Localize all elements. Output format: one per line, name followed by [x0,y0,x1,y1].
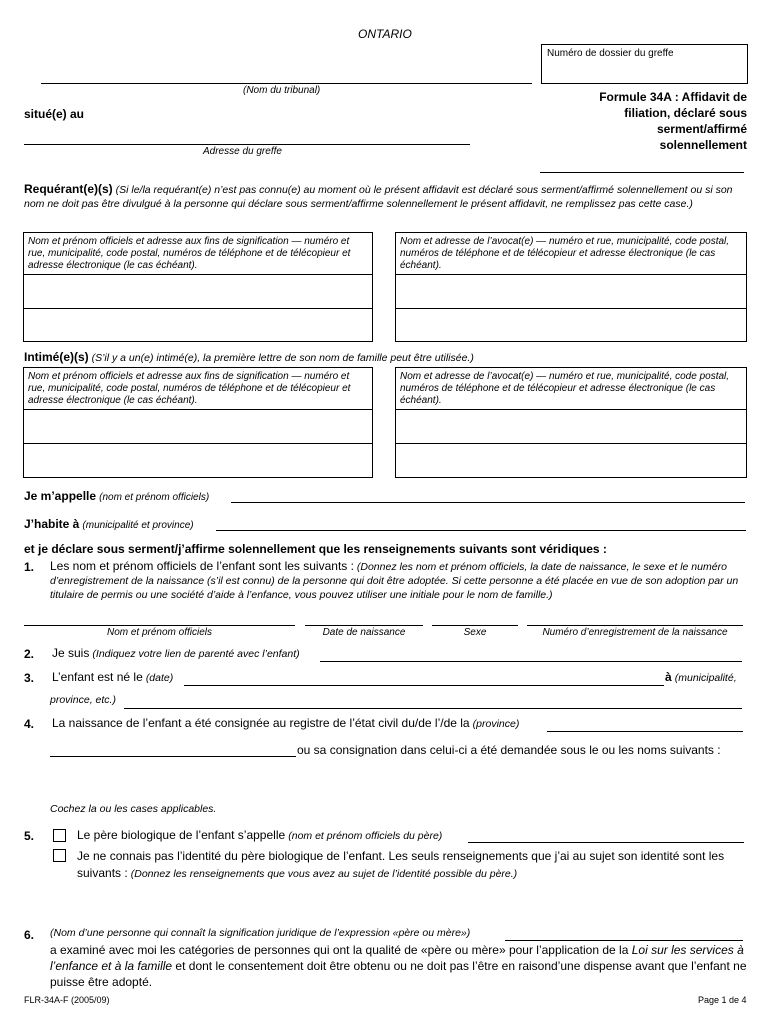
oath-statement: et je déclare sous serment/j’affirme solennellement que les renseignements suivants sont véridiques : [24,542,607,556]
deponent-name-hint: (nom et prénom officiels) [99,492,210,503]
applicant-lawyer-cell-2[interactable] [395,308,747,342]
item-6-hint: (Nom d’une personne qui connaît la signification juridique de l’expression «père ou mère») [50,927,471,939]
child-sex-line[interactable] [432,625,518,626]
respondents-heading: Intimé(e)(s) [24,350,89,364]
birth-date-line[interactable] [184,685,664,686]
applicants-section-header [24,183,746,211]
registry-alt-line[interactable] [50,756,296,757]
respondents-section-header [24,350,746,364]
col-sex-label: Sexe [463,627,487,638]
birth-place-line[interactable] [124,708,742,709]
court-address-line[interactable] [24,144,470,145]
deponent-live-row [24,517,194,531]
check-note: Cochez la ou les cases applicables. [50,803,217,815]
deponent-live-hint: (municipalité et province) [82,520,194,531]
item-2-number: 2. [24,647,35,661]
item-3-at: à (municipalité, [665,670,737,684]
child-dob-line[interactable] [305,625,423,626]
form-code: FLR-34A-F (2005/09) [24,995,110,1005]
province-registry-line[interactable] [547,731,743,732]
deponent-live-line[interactable] [216,530,746,531]
applicant-col1-header: Nom et prénom officiels et adresse aux fins de signification — numéro et rue, municipalité, code postal, numéros de téléphone et de télécopieur et adresse électronique (le cas échéant). [23,232,373,275]
court-address-label: Adresse du greffe [203,146,282,157]
applicant-lawyer-cell-1[interactable] [395,274,747,309]
applicant-name-cell-1[interactable] [23,274,373,309]
province-title: ONTARIO [358,27,412,41]
col-reg-label: Numéro d’enregistrement de la naissance [542,627,728,638]
father-name-line[interactable] [468,842,744,843]
respondent-col2-header: Nom et adresse de l’avocat(e) — numéro et rue, municipalité, code postal, numéros de téléphone et de télécopieur et adresse électronique (le cas échéant). [395,367,747,410]
item-4-text: La naissance de l’enfant a été consignée au registre de l’état civil du/de l’/de la (province) [52,716,520,730]
item-3-hint-province: province, etc.) [50,694,116,706]
item-3-text: L’enfant est né le (date) [52,670,174,684]
court-name-label: (Nom du tribunal) [243,85,321,96]
item-2-text: Je suis (Indiquez votre lien de parenté avec l’enfant) [52,646,300,660]
respondent-name-cell-2[interactable] [23,443,373,478]
item-6-text: a examiné avec moi les catégories de personnes qui ont la qualité de «père ou mère» pour l’application de la Loi sur les services à l’enfance et à la famille et dont le consentement doit être obtenu ou ne doit pas l’être en raisond’une dispense avant que l’enfant ne puisse être adopté. [50,943,747,989]
col-name-label: Nom et prénom officiels [106,627,213,638]
file-number-box[interactable] [541,44,748,84]
item-1-text: Les nom et prénom officiels de l’enfant sont les suivants : (Donnez les nom et prénom officiels, la date de naissance, le sexe et le numéro d’enregistrement de la naissance (s’il est connu) de la personne qui doit être adoptée. Si cette personne a été placée en vue de son adoption par un titulaire de permis ou une société d’aide à l’enfance, vous pouvez utiliser une initiale pour le nom de famille.) [50,559,739,601]
applicant-name-cell-2[interactable] [23,308,373,342]
father-known-checkbox[interactable] [53,829,66,842]
respondent-lawyer-cell-2[interactable] [395,443,747,478]
item-3-number: 3. [24,671,35,685]
child-name-line[interactable] [24,625,295,626]
applicants-note: (Si le/la requérant(e) n’est pas connu(e) au moment où le présent affidavit est déclaré sous serment/affirmé solennellement ou si son nom ne doit pas être divulgué à la personne qui déclare sous serment/affirme solennellement le présent affidavit, ne remplissez pas cette case.) [24,184,733,210]
col-dob-label: Date de naissance [322,627,406,638]
located-at-label: situé(e) au [24,107,85,121]
item-6-number: 6. [24,928,35,942]
item-1-number: 1. [24,560,35,574]
deponent-name-label: Je m’appelle [24,489,97,503]
page-number: Page 1 de 4 [698,995,747,1005]
expert-name-line[interactable] [505,940,743,941]
applicants-heading: Requérant(e)(s) [24,182,113,196]
item-4-number: 4. [24,717,35,731]
father-unknown-checkbox[interactable] [53,849,66,862]
applicant-col2-header: Nom et adresse de l’avocat(e) — numéro et rue, municipalité, code postal, numéros de téléphone et de télécopieur et adresse électronique (le cas échéant). [395,232,747,275]
title-underline [540,172,744,173]
item-5a-text: Le père biologique de l’enfant s’appelle (nom et prénom officiels du père) [77,828,443,842]
respondent-col1-header: Nom et prénom officiels et adresse aux fins de signification — numéro et rue, municipalité, code postal, numéros de téléphone et de télécopieur et adresse électronique (le cas échéant). [23,367,373,410]
respondents-note: (S’il y a un(e) intimé(e), la première lettre de son nom de famille peut être utilisée.) [91,352,474,364]
deponent-name-line[interactable] [231,502,745,503]
respondent-name-cell-1[interactable] [23,409,373,444]
child-reg-line[interactable] [527,625,743,626]
form-title: Formule 34A : Affidavit de filiation, déclaré sous serment/affirmé solennellement [599,90,747,152]
respondent-lawyer-cell-1[interactable] [395,409,747,444]
court-name-line[interactable] [41,83,532,84]
file-number-label: Numéro de dossier du greffe [547,48,674,59]
relationship-line[interactable] [320,661,742,662]
deponent-live-label: J’habite à [24,517,80,531]
item-5b-text: Je ne connais pas l’identité du père biologique de l’enfant. Les seuls renseignements que j’ai au sujet son identité sont les suivants : (Donnez les renseignements que vous avez au sujet de l’identité possible du père.) [77,849,725,880]
item-5-number: 5. [24,829,35,843]
item-4-continuation: ou sa consignation dans celui-ci a été demandée sous le ou les noms suivants : [297,743,721,757]
deponent-name-row [24,489,209,503]
